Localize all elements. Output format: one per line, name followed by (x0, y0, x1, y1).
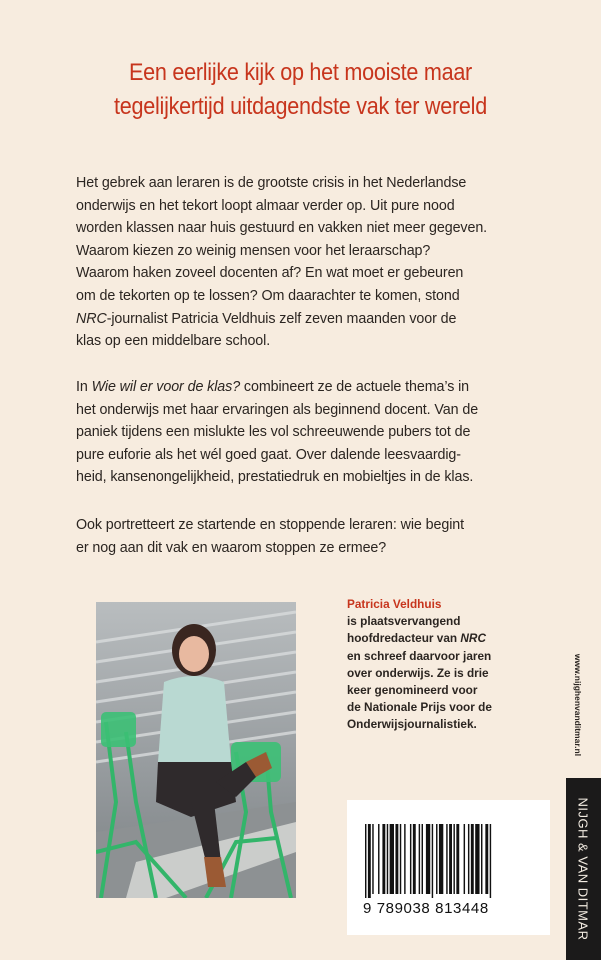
bio-line: over onderwijs. Ze is drie (347, 665, 489, 680)
text-line: het onderwijs met haar ervaringen als beginnend docent. Van de (76, 401, 479, 418)
barcode-bar (390, 824, 394, 894)
description-paragraph-3 (76, 514, 546, 559)
text-line: er nog aan dit vak en waarom stoppen ze ermee? (76, 539, 387, 556)
text-fragment: combineert ze de actuele thema’s in (240, 379, 470, 395)
text-line: Het gebrek aan leraren is de grootste crisis in het Nederlandse (76, 175, 467, 191)
author-bio (347, 596, 547, 734)
barcode-bar (372, 824, 373, 894)
barcode-bar (453, 824, 454, 894)
text-line: worden klassen naar huis gestuurd en vakken niet meer gegeven. (76, 220, 488, 237)
barcode-bar (468, 824, 469, 894)
text-line (76, 308, 546, 331)
barcode-bar (436, 824, 437, 894)
text-line: heid, kansenongelijkheid, prestatiedruk en mobieltjes in de klas. (76, 469, 474, 486)
barcode-bar (485, 824, 488, 894)
barcode-bar (419, 824, 420, 894)
bio-line (347, 630, 547, 647)
text-line: Waarom kiezen zo weinig mensen voor het leraarschap? (76, 242, 431, 259)
text-line: klas op een middelbare school. (76, 333, 271, 350)
author-photo-illustration (96, 602, 296, 898)
barcode-bar (395, 824, 398, 894)
barcode-bar (490, 824, 491, 898)
barcode-bar (456, 824, 459, 894)
barcode-bar (378, 824, 379, 894)
text-line: om de tekorten op te lossen? Om daarachter te komen, stond (76, 287, 460, 304)
headline-line-1: Een eerlijke kijk op het mooiste maar (129, 59, 472, 86)
text-fragment: In (76, 379, 92, 395)
publisher-logo: NIJGH & VAN DITMAR (575, 797, 591, 941)
bio-line: keer genomineerd voor (347, 683, 478, 698)
author-photo (96, 602, 296, 898)
barcode-bar (404, 824, 405, 894)
bio-line: Onderwijsjournalistiek. (347, 717, 477, 732)
description-paragraph-1 (76, 172, 546, 353)
text-line: paniek tijdens een mislukte les vol schreeuwende pubers tot de (76, 424, 471, 441)
text-line: Waarom haken zoveel docenten af? En wat moet er gebeuren (76, 265, 464, 282)
text-fragment: hoofdredacteur van (347, 631, 461, 646)
barcode-bar (481, 824, 482, 894)
bio-line: de Nationale Prijs voor de (347, 700, 492, 715)
barcode-digits: 9 789038 813448 (363, 900, 489, 917)
text-line (76, 376, 546, 399)
bio-line: en schreef daarvoor jaren (347, 648, 492, 663)
barcode (347, 800, 550, 935)
barcode-bar (449, 824, 452, 894)
text-line: pure euforie als het wél goed gaat. Over dalende leesvaardig- (76, 446, 461, 463)
headline-line-2: tegelijkertijd uitdagendste vak ter wereld (114, 93, 487, 120)
barcode-bar (387, 824, 388, 894)
barcode-bar (432, 824, 433, 898)
barcode-bar (365, 824, 366, 898)
barcode-bars (365, 824, 532, 898)
barcode-bar (475, 824, 479, 894)
barcode-bar (410, 824, 411, 894)
barcode-bar (368, 824, 371, 898)
barcode-bar (464, 824, 465, 894)
author-name: Patricia Veldhuis (347, 597, 442, 611)
barcode-bar (422, 824, 423, 894)
barcode-bar (439, 824, 443, 894)
description-paragraph-2 (76, 376, 546, 489)
barcode-bar (413, 824, 416, 894)
barcode-bar (426, 824, 430, 894)
text-line: Ook portretteert ze startende en stoppende leraren: wie begint (76, 517, 464, 533)
barcode-bar (400, 824, 401, 894)
book-title-italic: Wie wil er voor de klas? (91, 379, 241, 395)
barcode-bar (382, 824, 385, 894)
text-fragment: -journalist Patricia Veldhuis zelf zeven maanden voor de (106, 310, 457, 327)
barcode-bar (446, 824, 447, 894)
headline (30, 56, 571, 124)
bio-line: is plaatsvervangend (347, 614, 461, 629)
publisher-website[interactable]: www.nijghenvanditmar.nl (573, 653, 583, 757)
nrc-italic: NRC (460, 631, 486, 646)
nrc-italic: NRC (76, 310, 107, 327)
text-line: onderwijs en het tekort loopt almaar verder op. Uit pure nood (76, 197, 455, 214)
barcode-bar (471, 824, 474, 894)
